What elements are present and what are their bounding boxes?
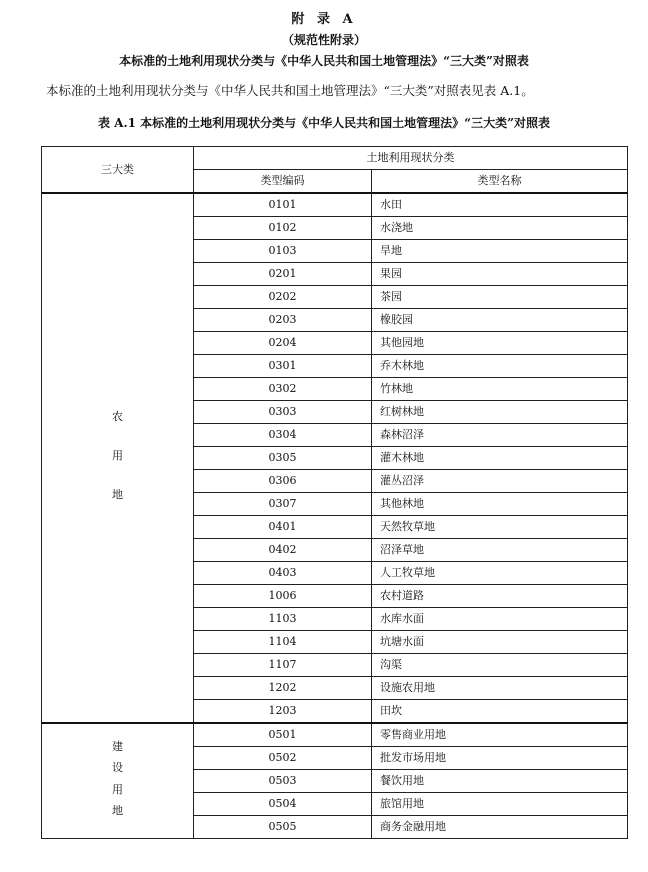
table-row [42, 723, 628, 747]
header-land-use-classification: 土地利用现状分类 [194, 147, 628, 170]
type-name-cell: 沟渠 [372, 654, 628, 677]
type-code-cell: 0306 [194, 470, 372, 493]
type-name-cell: 农村道路 [372, 585, 628, 608]
classification-table [41, 146, 628, 839]
type-code-cell: 0203 [194, 309, 372, 332]
category-label-char: 建 [112, 740, 123, 754]
type-name-cell: 设施农用地 [372, 677, 628, 700]
header-three-categories: 三大类 [42, 147, 194, 194]
type-name-cell: 人工牧草地 [372, 562, 628, 585]
category-label-char: 地 [112, 803, 123, 817]
category-label [112, 410, 123, 502]
type-code-cell: 0505 [194, 816, 372, 839]
type-name-cell: 森林沼泽 [372, 424, 628, 447]
intro-paragraph: 本标准的土地利用现状分类与《中华人民共和国土地管理法》“三大类”对照表见表 A.1。 [46, 83, 534, 98]
type-code-cell: 0403 [194, 562, 372, 585]
type-code-cell: 0307 [194, 493, 372, 516]
type-code-cell: 0303 [194, 401, 372, 424]
header-type-code: 类型编码 [194, 170, 372, 194]
type-code-cell: 0502 [194, 747, 372, 770]
category-label-char: 用 [112, 449, 123, 462]
type-code-cell: 0504 [194, 793, 372, 816]
type-code-cell: 1202 [194, 677, 372, 700]
header-type-name: 类型名称 [372, 170, 628, 194]
type-name-cell: 商务金融用地 [372, 816, 628, 839]
type-name-cell: 坑塘水面 [372, 631, 628, 654]
type-name-cell: 水库水面 [372, 608, 628, 631]
appendix-title: 本标准的土地利用现状分类与《中华人民共和国土地管理法》“三大类”对照表 [119, 54, 529, 68]
type-name-cell: 水田 [372, 193, 628, 217]
type-code-cell: 1107 [194, 654, 372, 677]
type-name-cell: 红树林地 [372, 401, 628, 424]
category-cell [42, 723, 194, 839]
category-label-char: 农 [112, 409, 123, 423]
category-label [112, 740, 123, 817]
type-name-cell: 灌丛沼泽 [372, 470, 628, 493]
type-code-cell: 1006 [194, 585, 372, 608]
type-code-cell: 0503 [194, 770, 372, 793]
type-code-cell: 0401 [194, 516, 372, 539]
appendix-note: （规范性附录） [281, 33, 366, 47]
appendix-heading: 附 录 A [291, 12, 357, 27]
type-name-cell: 乔木林地 [372, 355, 628, 378]
type-name-cell: 沼泽草地 [372, 539, 628, 562]
type-name-cell: 竹林地 [372, 378, 628, 401]
type-name-cell: 灌木林地 [372, 447, 628, 470]
type-name-cell: 水浇地 [372, 217, 628, 240]
type-name-cell: 田坎 [372, 700, 628, 724]
type-name-cell: 茶园 [372, 286, 628, 309]
category-label-char: 地 [112, 488, 123, 502]
type-code-cell: 0202 [194, 286, 372, 309]
table-row [42, 193, 628, 217]
category-label-char: 设 [112, 761, 123, 775]
header-row-1 [42, 147, 628, 170]
type-code-cell: 0305 [194, 447, 372, 470]
type-code-cell: 0201 [194, 263, 372, 286]
type-code-cell: 0501 [194, 723, 372, 747]
type-name-cell: 其他林地 [372, 493, 628, 516]
type-code-cell: 0204 [194, 332, 372, 355]
type-name-cell: 天然牧草地 [372, 516, 628, 539]
type-code-cell: 0304 [194, 424, 372, 447]
type-code-cell: 0101 [194, 193, 372, 217]
table-caption: 表 A.1 本标准的土地利用现状分类与《中华人民共和国土地管理法》“三大类”对照表 [97, 116, 550, 130]
type-code-cell: 1203 [194, 700, 372, 724]
type-name-cell: 批发市场用地 [372, 747, 628, 770]
type-code-cell: 0103 [194, 240, 372, 263]
type-name-cell: 旅馆用地 [372, 793, 628, 816]
type-name-cell: 零售商业用地 [372, 723, 628, 747]
type-code-cell: 0402 [194, 539, 372, 562]
type-code-cell: 1104 [194, 631, 372, 654]
type-name-cell: 餐饮用地 [372, 770, 628, 793]
type-name-cell: 果园 [372, 263, 628, 286]
category-label-char: 用 [112, 782, 123, 796]
type-name-cell: 其他园地 [372, 332, 628, 355]
type-name-cell: 旱地 [372, 240, 628, 263]
type-name-cell: 橡胶园 [372, 309, 628, 332]
category-cell [42, 193, 194, 723]
type-code-cell: 0302 [194, 378, 372, 401]
type-code-cell: 1103 [194, 608, 372, 631]
type-code-cell: 0301 [194, 355, 372, 378]
type-code-cell: 0102 [194, 217, 372, 240]
